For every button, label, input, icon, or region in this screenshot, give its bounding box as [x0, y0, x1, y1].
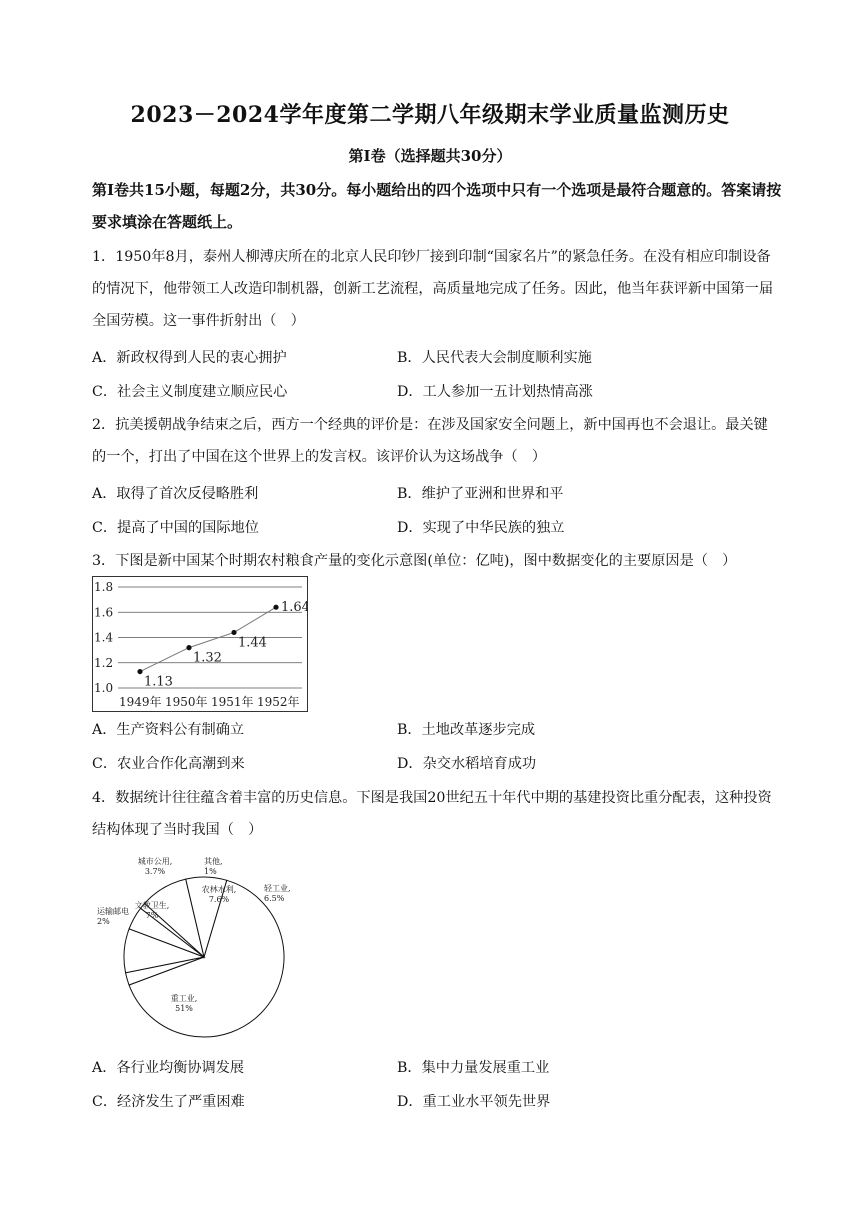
x-tick-label: 1952年	[257, 695, 300, 709]
question-3-option-c[interactable]: C．农业合作化高潮到来	[92, 756, 245, 772]
question-4-option-c[interactable]: C．经济发生了严重困难	[92, 1094, 245, 1110]
question-3-option-b[interactable]: B．土地改革逐步完成	[397, 722, 536, 738]
data-point	[231, 630, 236, 635]
data-point	[186, 645, 191, 650]
y-tick-label: 1.0	[94, 681, 114, 695]
pie-slice-percent: 7.6%	[208, 895, 230, 904]
y-tick-label: 1.2	[94, 655, 114, 670]
data-point	[137, 669, 142, 674]
question-4-option-a[interactable]: A．各行业均衡协调发展	[92, 1060, 245, 1076]
pie-slice-label: 城市公用,	[137, 857, 173, 866]
data-point	[273, 605, 278, 610]
question-2-option-b[interactable]: B．维护了亚洲和世界和平	[397, 486, 564, 502]
question-3-option-a[interactable]: A．生产资料公有制确立	[92, 722, 245, 738]
question-1-stem: 1．1950年8月，泰州人柳溥庆所在的北京人民印钞厂接到印制“国家名片”的紧急任务。在没有相应印制设备的情况下，他带领工人改造印制机器，创新工艺流程，高质量地完成了任务。因此，他当年获评新中国第一届全国劳模。这一事件折射出（ ）	[92, 249, 774, 329]
pie-slice-label: 其他,	[204, 857, 223, 866]
pie-slice-label: 文教卫生,	[134, 901, 170, 910]
question-4-option-d[interactable]: D．重工业水平领先世界	[397, 1094, 551, 1110]
instructions: 第Ⅰ卷共15小题，每题2分，共30分。每小题给出的四个选项中只有一个选项是最符合题意的。答案请按要求填涂在答题纸上。	[92, 181, 782, 231]
exam-title: 2023－2024学年度第二学期八年级期末学业质量监测历史	[130, 102, 730, 128]
pie-slice-label: 运输邮电	[97, 907, 129, 916]
pie-slice-label: 农林水利,	[201, 885, 237, 894]
question-2-stem: 2．抗美援朝战争结束之后，西方一个经典的评价是：在涉及国家安全问题上，新中国再也不会退让。最关键的一个，打出了中国在这个世界上的发言权。该评价认为这场战争（ ）	[92, 417, 768, 465]
x-tick-label: 1950年	[165, 695, 208, 709]
grain-output-chart	[92, 576, 308, 716]
question-1-option-c[interactable]: C．社会主义制度建立顺应民心	[92, 384, 288, 400]
pie-slice-label: 轻工业,	[264, 884, 291, 893]
question-2-option-a[interactable]: A．取得了首次反侵略胜利	[92, 486, 259, 502]
data-label: 1.64	[281, 600, 308, 616]
pie-slice-percent: 51%	[175, 1004, 193, 1013]
y-tick-label: 1.8	[94, 580, 114, 594]
question-3-option-d[interactable]: D．杂交水稻培育成功	[397, 756, 537, 772]
question-1-option-d[interactable]: D．工人参加一五计划热情高涨	[397, 384, 593, 400]
x-tick-label: 1951年	[211, 695, 254, 709]
question-4-stem: 4．数据统计往往蕴含着丰富的历史信息。下图是我国20世纪五十年代中期的基建投资比重分配表，这种投资结构体现了当时我国（ ）	[92, 790, 772, 838]
section-heading: 第Ⅰ卷（选择题共30分）	[348, 147, 512, 165]
question-4-option-b[interactable]: B．集中力量发展重工业	[397, 1060, 550, 1076]
question-3-stem: 3．下图是新中国某个时期农村粮食产量的变化示意图(单位：亿吨)，图中数据变化的主要原因是（ ）	[92, 553, 737, 569]
question-1-option-a[interactable]: A．新政权得到人民的衷心拥护	[92, 350, 287, 366]
pie-slice-label: 重工业,	[170, 994, 198, 1003]
y-tick-label: 1.6	[94, 605, 114, 620]
pie-slice-percent: 1%	[204, 867, 217, 876]
y-tick-label: 1.4	[94, 630, 114, 645]
pie-slice-percent: 6.5%	[264, 894, 285, 903]
question-2-option-d[interactable]: D．实现了中华民族的独立	[397, 520, 565, 536]
data-label: 1.32	[193, 650, 222, 666]
pie-slice-percent: 7%	[145, 911, 159, 920]
data-label: 1.44	[238, 635, 267, 651]
data-label: 1.13	[144, 674, 173, 690]
investment-pie-chart	[92, 850, 312, 1049]
pie-slice-percent: 3.7%	[144, 867, 166, 876]
question-2-option-c[interactable]: C．提高了中国的国际地位	[92, 520, 259, 536]
pie-slice-percent: 2%	[97, 917, 110, 926]
question-1-option-b[interactable]: B．人民代表大会制度顺利实施	[397, 350, 592, 366]
x-tick-label: 1949年	[119, 695, 162, 709]
